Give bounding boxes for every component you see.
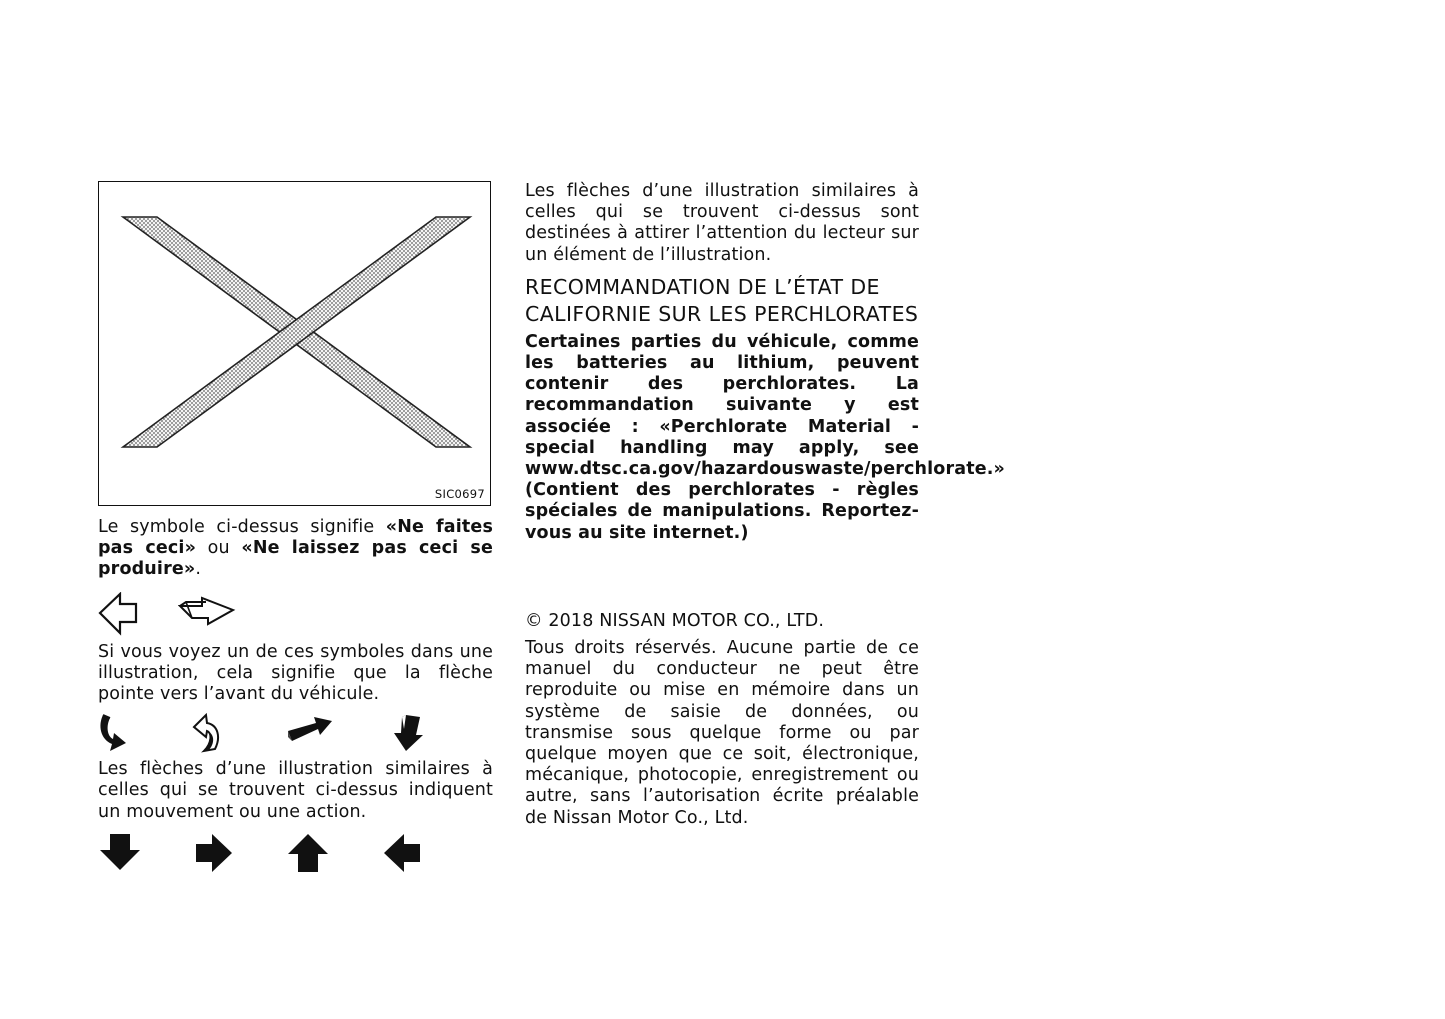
arrow-left-icon	[382, 832, 422, 874]
arrow-down-icon	[98, 832, 142, 872]
curved-arrow-up-icon	[190, 713, 224, 753]
rights-text: Tous droits réservés. Aucune partie de ce manuel du conducteur ne peut être reproduite ou mise en mémoire dans un système de saisie de données, ou transmise sous quelque forme ou par quelque moyen que ce soit, électronique, mécanique, photocopie, enregistrement ou autre, sans l’autorisation écrite préalable de Nissan Motor Co., Ltd.	[525, 638, 919, 828]
front-arrows-row	[98, 592, 493, 636]
curved-arrow-down-icon	[98, 713, 132, 753]
movement-arrows-text: Les flèches d’une illustration similaires à celles qui se trouvent ci-dessus indiquent un mouvement ou une action.	[98, 759, 493, 822]
arrow-up-icon	[286, 832, 330, 874]
diagonal-arrow-icon	[286, 713, 334, 747]
perchlorate-heading: RECOMMANDATION DE L’ÉTAT DE CALIFORNIE SUR LES PERCHLORATES	[525, 274, 919, 326]
caption-text: Le symbole ci-dessus signifie	[98, 517, 386, 537]
right-column	[525, 181, 1005, 829]
caption-or: ou	[196, 538, 242, 559]
front-arrow-3d-icon	[178, 592, 236, 628]
do-not-figure	[98, 181, 491, 506]
do-not-caption	[98, 517, 493, 581]
front-arrow-left-icon	[98, 592, 140, 636]
left-column	[98, 181, 493, 874]
caption-end: .	[195, 559, 202, 580]
copyright-line: © 2018 NISSAN MOTOR CO., LTD.	[525, 610, 825, 631]
cross-x-icon	[99, 182, 490, 505]
perchlorate-text: Certaines parties du véhicule, comme les batteries au lithium, peuvent contenir des perchlorates. La recommandation suivante y est associée : «Perchlorate Material - special handling may apply, see www.dtsc.ca.gov/hazardouswaste/perchlorate.» (Contient des perchlorates - règles spéciales de manipulations. Reportez-vous au site internet.)	[525, 331, 1005, 543]
caption-bold-do-not-let: «Ne laissez pas ceci se produire»	[98, 538, 493, 580]
attention-arrows-row	[98, 832, 493, 874]
diagonal-arrow-down-icon	[392, 713, 426, 753]
attention-arrows-text: Les flèches d’une illustration similaires à celles qui se trouvent ci-dessus sont destinées à attirer l’attention du lecteur sur un élément de l’illustration.	[525, 181, 919, 265]
caption-bold-do-not: «Ne faites pas ceci»	[98, 517, 494, 559]
movement-arrows-row	[98, 713, 493, 753]
arrow-right-icon	[194, 832, 234, 874]
figure-code: SIC0697	[434, 487, 485, 501]
front-arrows-text: Si vous voyez un de ces symboles dans une illustration, cela signifie que la flèche pointe vers l’avant du véhicule.	[98, 641, 493, 705]
